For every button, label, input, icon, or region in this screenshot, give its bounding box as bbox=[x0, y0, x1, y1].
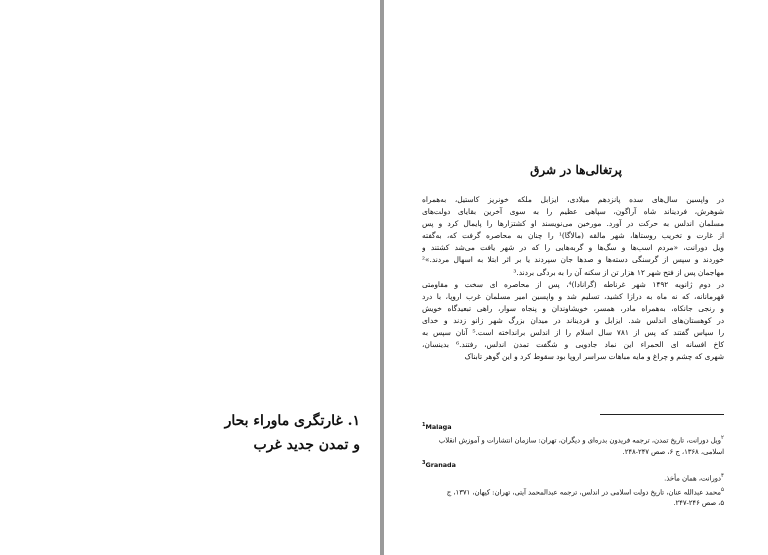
body-line: در واپسین سال‌های سده پانزدهم میلادی، ایزابل ملکه خونریز کاستیل، به‌همراه bbox=[422, 195, 724, 204]
body-line: شهری که چشم و چراغ و مایه مباهات سراسر اروپا بود سقوط کرد و این گوهر تابناک bbox=[464, 352, 724, 362]
body-line: شوهرش، فردیناند شاه آراگون، سپاهی عظیم را به سوی آخرین بقایای دولت‌های bbox=[422, 207, 724, 217]
footnote-number: ۴ bbox=[720, 473, 724, 480]
footnote bbox=[422, 433, 724, 446]
body-line: ویل دورانت، «مردم اسب‌ها و سگ‌ها و گربه‌هایی را که در شهر یافت می‌شد کشتند و bbox=[422, 243, 724, 253]
footnote-number: ۲ bbox=[720, 435, 724, 442]
right-page bbox=[384, 0, 768, 555]
footnote-text: ۵، صص ۲۴۶-۲۴۷. bbox=[673, 499, 724, 508]
part-title-line-1: ۱. غارتگری ماوراء بحار bbox=[224, 413, 360, 429]
body-line: مسلمان اندلس به حرکت در آورد. مورخین می‌نویسند او کشتزارها را پایمال کرد و پس bbox=[422, 219, 724, 229]
footnote-number: 3 bbox=[422, 460, 426, 466]
footnote-text: Malaga bbox=[425, 423, 452, 432]
body-text bbox=[422, 194, 724, 363]
part-title-line-2: و تمدن جدید غرب bbox=[253, 437, 360, 453]
footnote-text: محمد عبدالله عنان، تاریخ دولت اسلامی در اندلس، ترجمه عبدالمحمد آیتی، تهران: کیهان، ۱۳۷۱، ج bbox=[446, 488, 721, 497]
footnotes bbox=[422, 420, 724, 509]
footnote bbox=[422, 447, 724, 458]
footnote-number: 1 bbox=[422, 422, 426, 428]
body-line: مهاجمان پس از فتح شهر ۱۲ هزار تن از سکنه آن را به بردگی بردند.³ bbox=[513, 267, 724, 277]
body-line: از غارت و تخریب روستاها، شهر مالقه (مالاگا)¹ را چنان به محاصره گرفت که، به‌گفته bbox=[422, 231, 724, 241]
footnote bbox=[422, 498, 724, 509]
body-line: در دوم ژانویه ۱۴۹۲ شهر غرناطه (گرانادا)⁴، پس از محاصره ای سخت و مقاومتی bbox=[422, 279, 724, 289]
footnote-text: ویل دورانت، تاریخ تمدن، ترجمه فریدون بدره‌ای و دیگران، تهران: سازمان انتشارات و آموزش انقلاب bbox=[438, 436, 721, 445]
part-title bbox=[60, 409, 360, 457]
footnote bbox=[422, 485, 724, 498]
footnote-text: Granada bbox=[425, 461, 456, 470]
body-line: را سپاس گفتند که پس از ۷۸۱ سال اسلام را از اندلس برانداخته است.⁵ آنان سپس به bbox=[422, 328, 724, 338]
footnote-text: دورانت، همان مأخذ. bbox=[664, 474, 721, 483]
footnote bbox=[422, 458, 724, 471]
body-line: خوردند و سپس از گرسنگی دسته‌ها و صدها جان سپردند یا بر اثر ابتلا به اسهال مردند.»² bbox=[422, 255, 724, 265]
chapter-title: پرتغالی‌ها در شرق bbox=[530, 163, 622, 177]
body-line: و رنجی جانکاه، به‌همراه مادر، همسر، خویشاوندان و پنجاه سوار، راهی تبعیدگاه خویش bbox=[422, 303, 724, 313]
footnote-text: اسلامی، ۱۳۶۸، ج ۶، صص ۲۴۷-۲۴۸. bbox=[622, 447, 724, 456]
body-line: قهرمانانه، که نه ماه به درازا کشید، تسلیم شد و واپسین امیر مسلمان غرب اروپا، با درد bbox=[422, 291, 724, 301]
footnote bbox=[422, 420, 724, 433]
footnote-number: ۵ bbox=[720, 486, 724, 493]
left-page bbox=[0, 0, 380, 555]
body-line: در کوهستان‌های اندلس شد. ایزابل و فردیناند در میدان بزرگ شهر زانو زدند و خدای bbox=[422, 315, 724, 325]
footnote bbox=[422, 471, 724, 484]
body-line: کاخ افسانه ای الحمراء این نماد جادویی و شگفت تمدن اندلس، رفتند.⁶ بدینسان، bbox=[422, 340, 724, 350]
footnote-separator bbox=[600, 414, 724, 415]
